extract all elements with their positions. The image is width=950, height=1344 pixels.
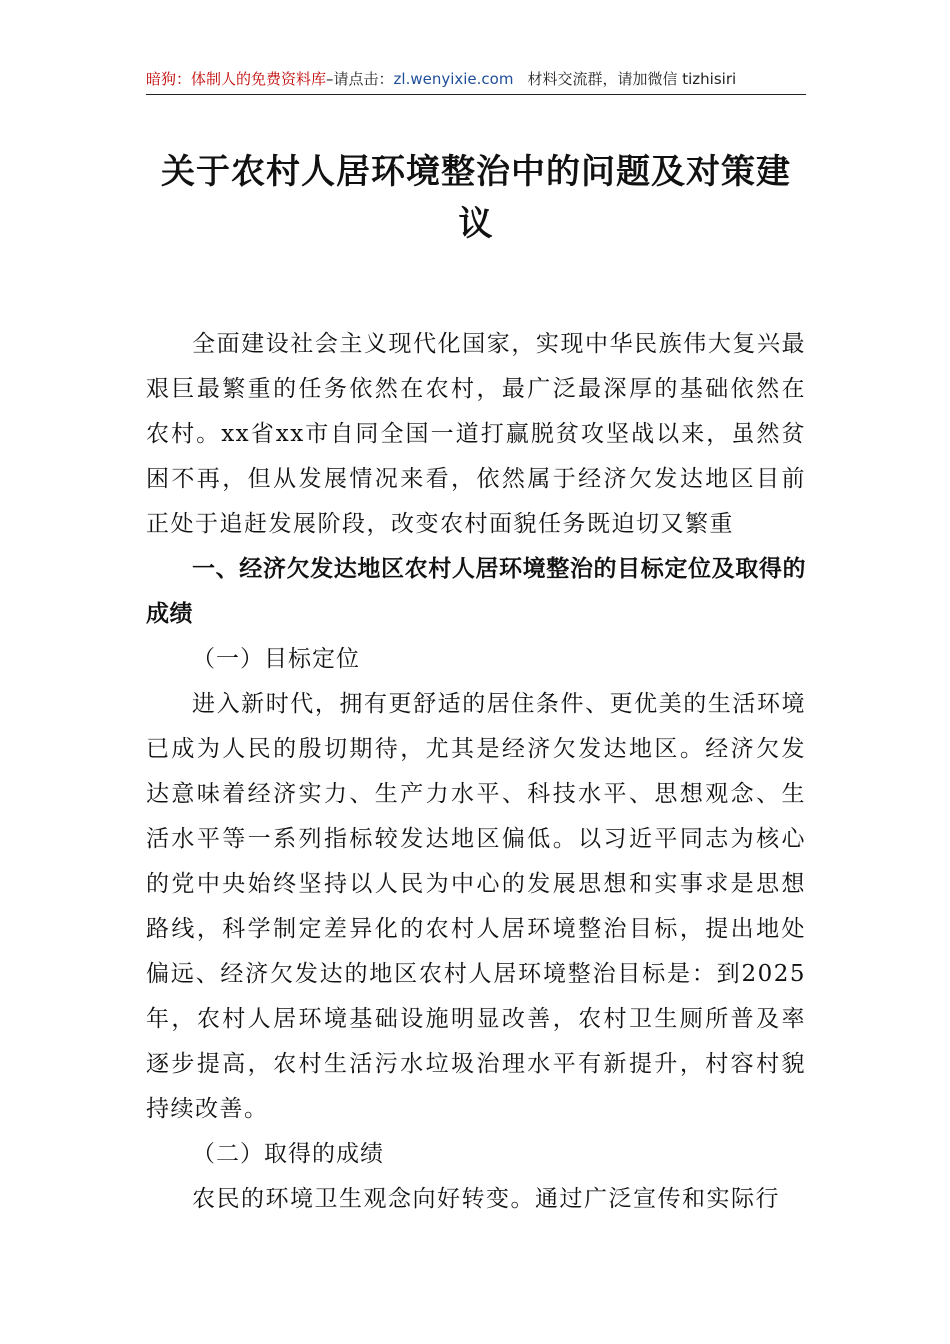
page-header: [146, 66, 806, 95]
goal-paragraph: 进入新时代，拥有更舒适的居住条件、更优美的生活环境已成为人民的殷切期待，尤其是经济欠发达地区。经济欠发达意味着经济实力、生产力水平、科技水平、思想观念、生活水平等一系列指标较发达地区偏低。以习近平同志为核心的党中央始终坚持以人民为中心的发展思想和实事求是思想路线，科学制定差异化的农村人居环境整治目标，提出地处偏远、经济欠发达的地区农村人居环境整治目标是：到2025年，农村人居环境基础设施明显改善，农村卫生厕所普及率逐步提高，农村生活污水垃圾治理水平有新提升，村容村貌持续改善。: [146, 691, 806, 1122]
achievements-paragraph: 农民的环境卫生观念向好转变。通过广泛宣传和实际行: [192, 1186, 780, 1212]
link-prefix: –请点击：: [326, 70, 394, 88]
document-body: [146, 322, 806, 1222]
site-name: 暗狗：体制人的免费资料库: [146, 70, 327, 88]
document-title: 关于农村人居环境整治中的问题及对策建议: [161, 152, 791, 244]
subsection-heading-goal: （一）目标定位: [192, 646, 360, 672]
contact-info: 材料交流群，请加微信 tizhisiri: [527, 70, 737, 88]
site-url-link[interactable]: zl.wenyixie.com: [393, 70, 514, 88]
section-heading: 一、经济欠发达地区农村人居环境整治的目标定位及取得的成绩: [146, 556, 806, 627]
subsection-heading-achievements: （二）取得的成绩: [192, 1141, 384, 1167]
intro-paragraph: 全面建设社会主义现代化国家，实现中华民族伟大复兴最艰巨最繁重的任务依然在农村，最广泛最深厚的基础依然在农村。xx省xx市自同全国一道打赢脱贫攻坚战以来，虽然贫困不再，但从发展情况来看，依然属于经济欠发达地区目前正处于追赶发展阶段，改变农村面貌任务既迫切又繁重: [146, 331, 806, 537]
